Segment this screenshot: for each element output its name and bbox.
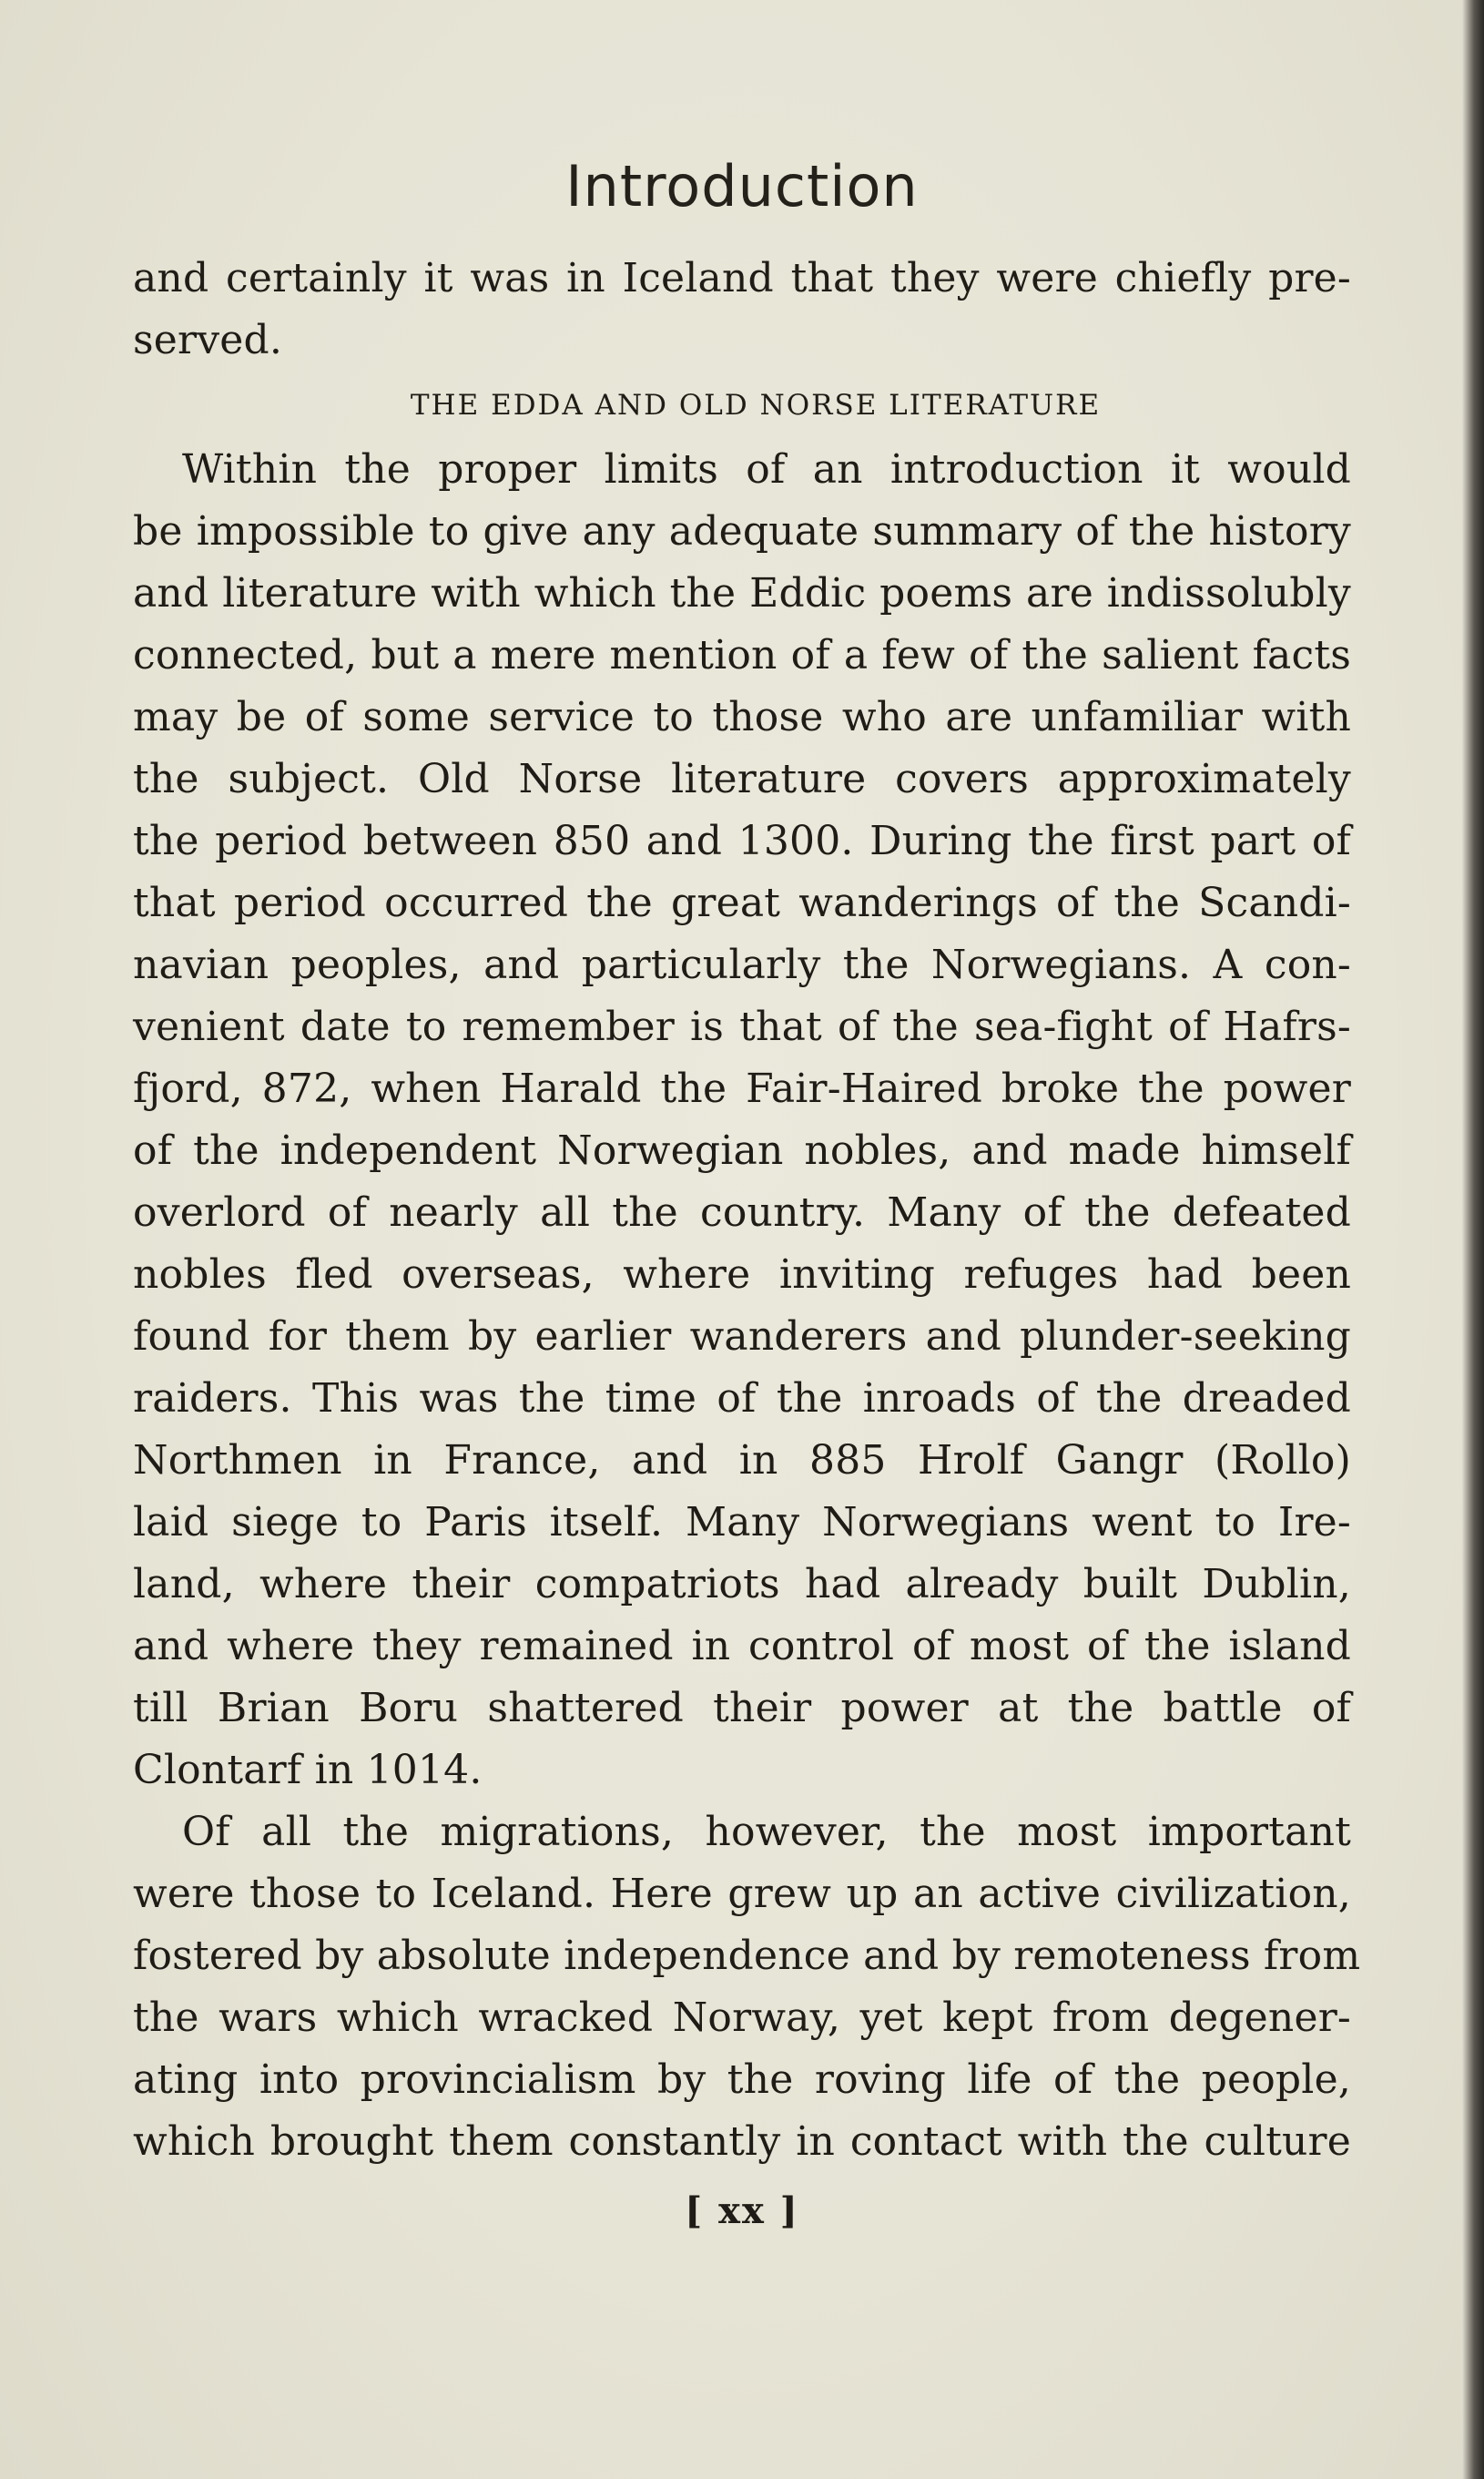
text-line: the subject. Old Norse literature covers approximately (133, 756, 1351, 802)
text-line: laid siege to Paris itself. Many Norwegians went to Ire- (133, 1499, 1351, 1546)
text-line: Clontarf in 1014. (133, 1747, 483, 1793)
text-line: of the independent Norwegian nobles, and made himself (133, 1127, 1351, 1174)
text-line: which brought them constantly in contact with the culture (133, 2118, 1351, 2165)
text-line: found for them by earlier wanderers and plunder-seeking (133, 1313, 1351, 1360)
text-line: and where they remained in control of most of the island (133, 1623, 1351, 1669)
text-line: served. (133, 317, 283, 363)
text-line: Within the proper limits of an introduction it would (182, 446, 1351, 493)
text-line: Of all the migrations, however, the most important (182, 1809, 1351, 1855)
text-line: that period occurred the great wanderings of the Scandi- (133, 880, 1351, 926)
text-block (133, 248, 1361, 2173)
text-line: venient date to remember is that of the sea-fight of Hafrs- (133, 1004, 1351, 1050)
text-line: ating into provincialism by the roving life of the people, (133, 2056, 1351, 2103)
section-heading: THE EDDA AND OLD NORSE LITERATURE (410, 389, 1102, 422)
text-line: navian peoples, and particularly the Norwegians. A con- (133, 942, 1351, 988)
running-head: Introduction (565, 153, 919, 219)
text-line: nobles fled overseas, where inviting refuges had been (133, 1251, 1351, 1298)
text-line: connected, but a mere mention of a few of the salient facts (133, 632, 1351, 678)
text-line: fostered by absolute independence and by remoteness from (133, 1933, 1361, 1979)
text-line: till Brian Boru shattered their power at the battle of (133, 1685, 1351, 1731)
text-line: and certainly it was in Iceland that they were chiefly pre- (133, 255, 1351, 301)
text-line: and literature with which the Eddic poems are indissolubly (133, 570, 1351, 617)
text-line: the period between 850 and 1300. During the first part of (133, 818, 1351, 864)
page-edge-shadow (1462, 0, 1484, 2479)
text-line: be impossible to give any adequate summary of the history (133, 508, 1351, 555)
text-line: may be of some service to those who are unfamiliar with (133, 694, 1351, 740)
text-line: the wars which wracked Norway, yet kept from degener- (133, 1994, 1351, 2041)
text-line: raiders. This was the time of the inroads of the dreaded (133, 1375, 1351, 1422)
text-line: Northmen in France, and in 885 Hrolf Gangr (Rollo) (133, 1437, 1351, 1484)
page-number: [ xx ] (685, 2189, 799, 2232)
text-line: land, where their compatriots had already built Dublin, (133, 1561, 1351, 1607)
text-line: overlord of nearly all the country. Many of the defeated (133, 1189, 1351, 1236)
text-line: were those to Iceland. Here grew up an active civilization, (133, 1871, 1351, 1917)
text-line: fjord, 872, when Harald the Fair-Haired broke the power (133, 1066, 1351, 1112)
